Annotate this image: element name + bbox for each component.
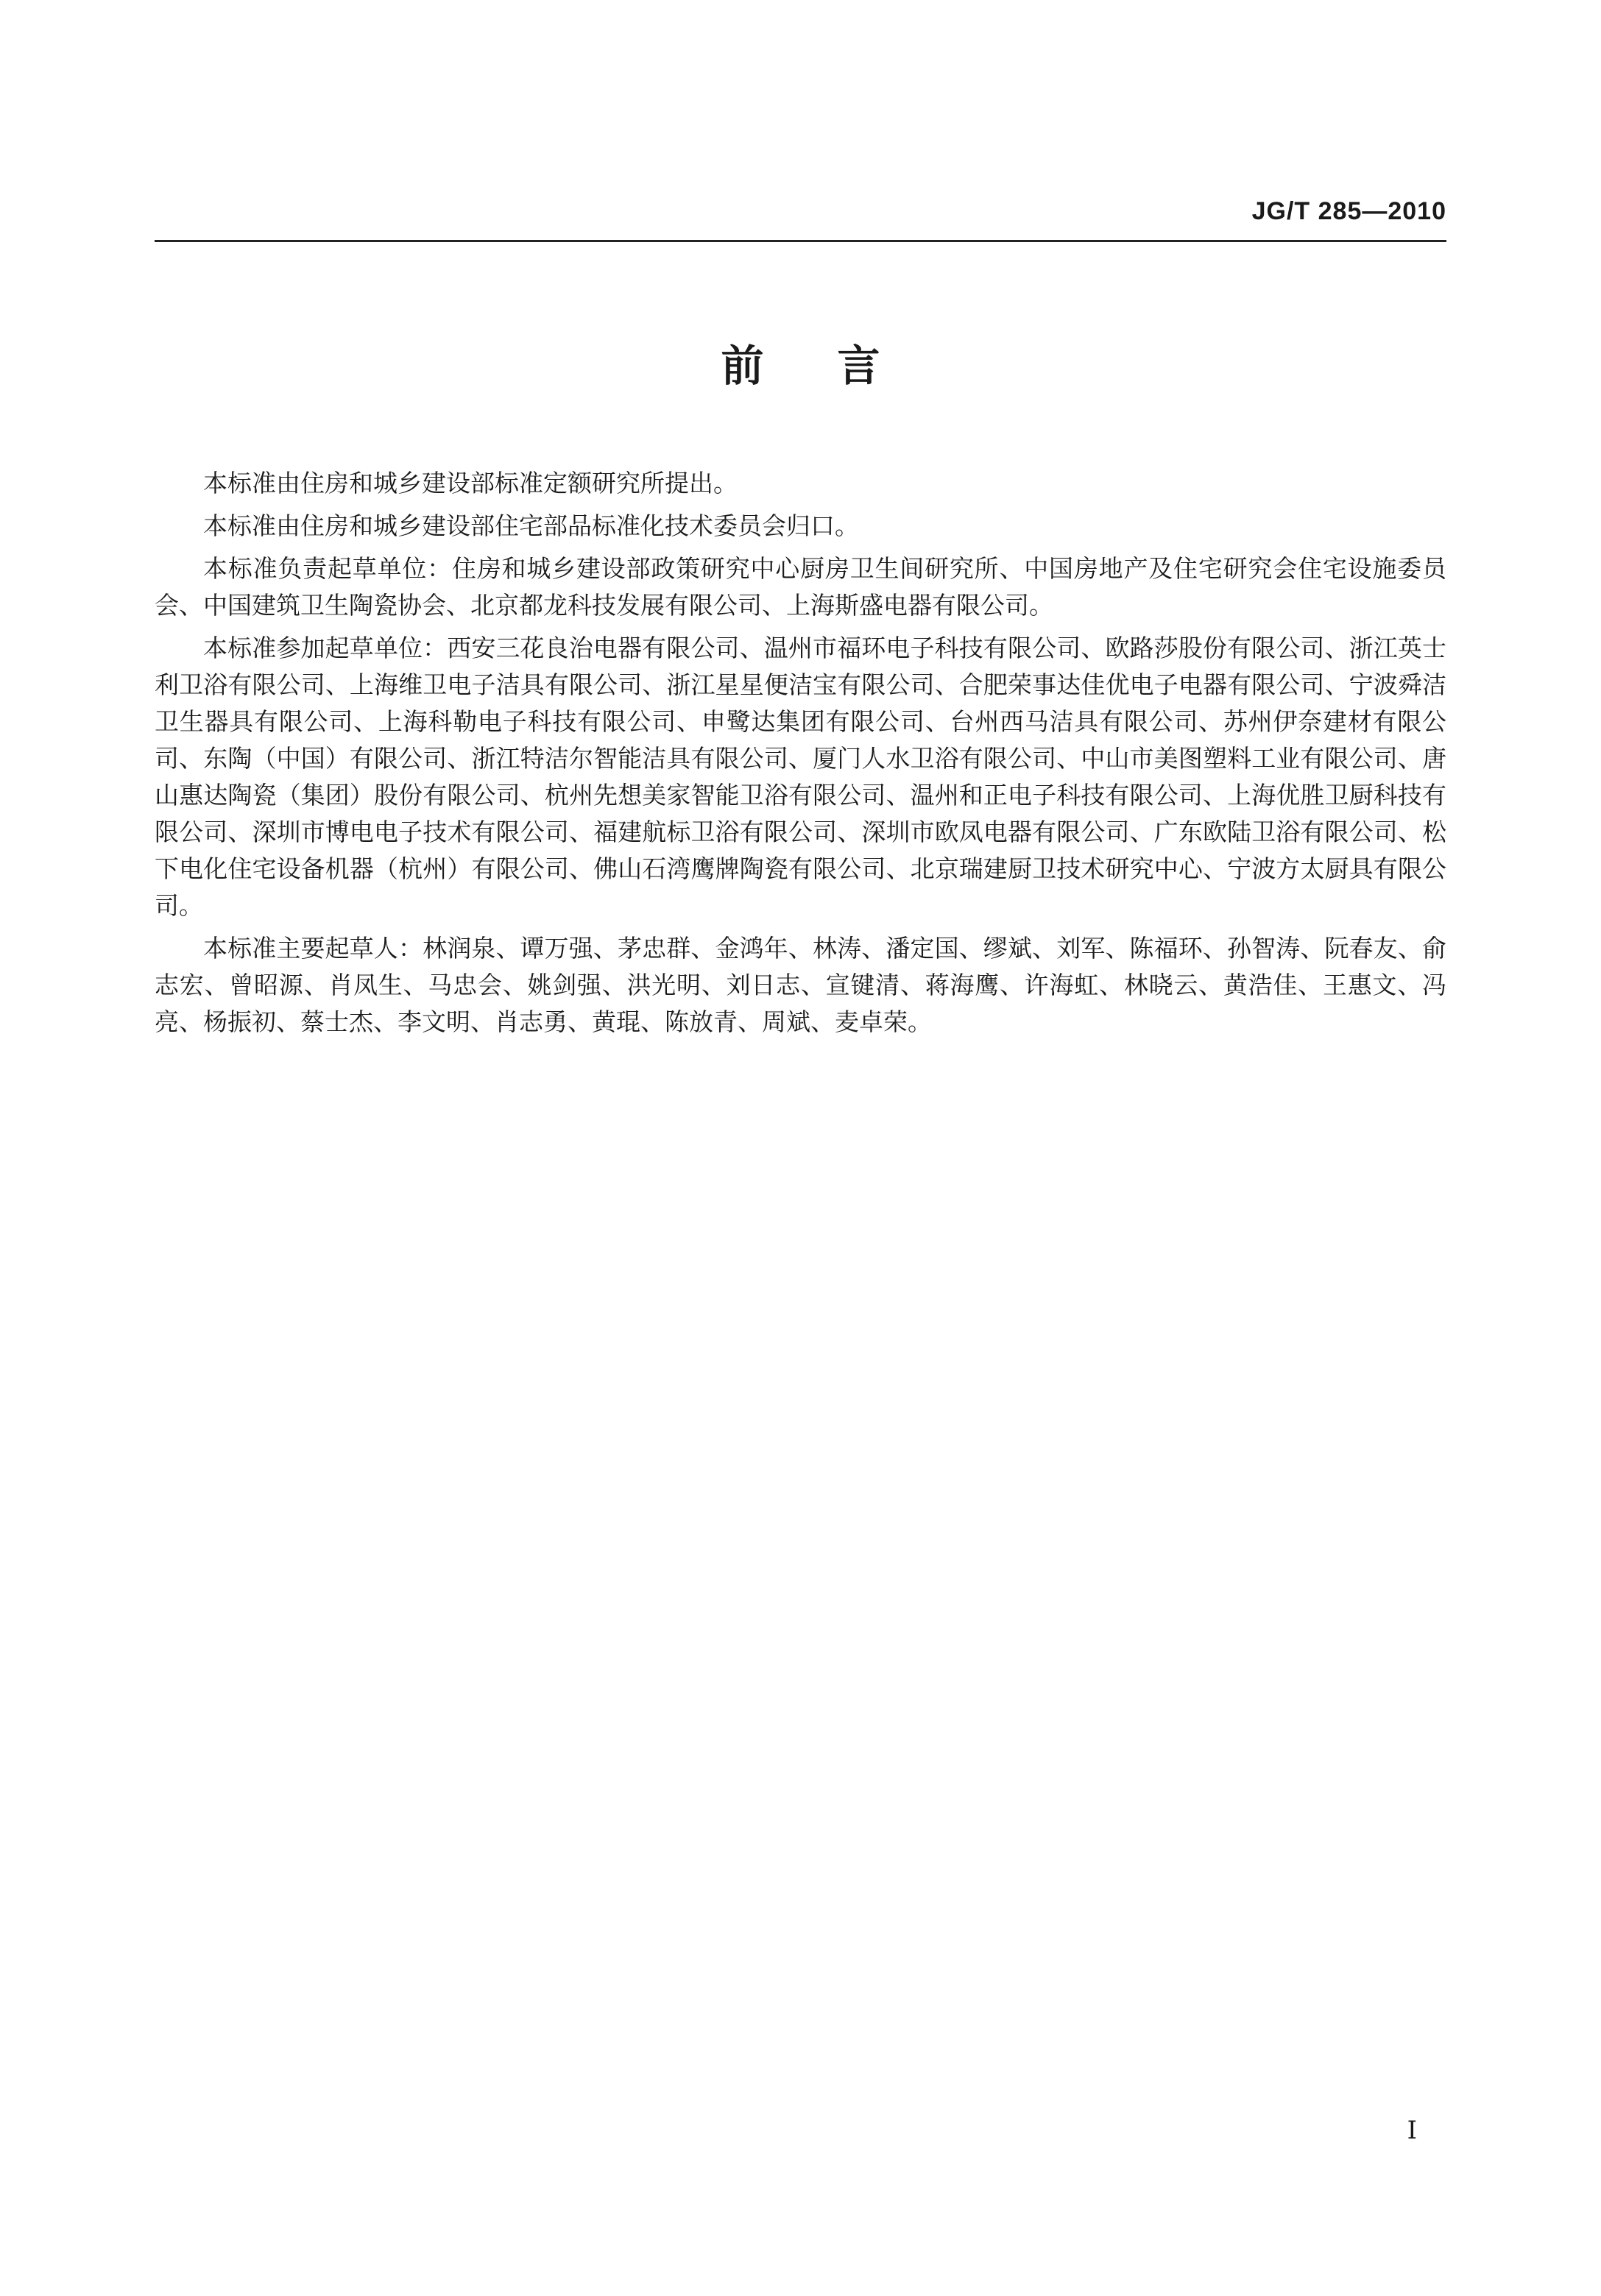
foreword-body — [155, 465, 1446, 1046]
document-code: JG/T 285—2010 — [1251, 197, 1446, 225]
paragraph-administrator: 本标准由住房和城乡建设部住宅部品标准化技术委员会归口。 — [203, 511, 859, 540]
paragraph-proposer: 本标准由住房和城乡建设部标准定额研究所提出。 — [203, 469, 738, 497]
page-number: I — [1407, 2116, 1417, 2145]
paragraph-lead-drafting-units: 本标准负责起草单位：住房和城乡建设部政策研究中心厨房卫生间研究所、中国房地产及住宅研究会住宅设施委员会、中国建筑卫生陶瓷协会、北京都龙科技发展有限公司、上海斯盛电器有限公司。 — [155, 554, 1446, 620]
header-rule — [155, 240, 1446, 242]
paragraph-main-drafters: 本标准主要起草人：林润泉、谭万强、茅忠群、金鸿年、林涛、潘定国、缪斌、刘军、陈福环、孙智涛、阮春友、俞志宏、曾昭源、肖凤生、马忠会、姚剑强、洪光明、刘日志、宣键清、蒋海鹰、许海虹、林晓云、黄浩佳、王惠文、冯亮、杨振初、蔡士杰、李文明、肖志勇、黄琨、陈放青、周斌、麦卓荣。 — [155, 934, 1446, 1036]
page-title: 前言 — [721, 341, 954, 391]
paragraph-participating-units: 本标准参加起草单位：西安三花良治电器有限公司、温州市福环电子科技有限公司、欧路莎股份有限公司、浙江英士利卫浴有限公司、上海维卫电子洁具有限公司、浙江星星便洁宝有限公司、合肥荣事达佳优电子电器有限公司、宁波舜洁卫生器具有限公司、上海科勒电子科技有限公司、申鹭达集团有限公司、台州西马洁具有限公司、苏州伊奈建材有限公司、东陶（中国）有限公司、浙江特洁尔智能洁具有限公司、厦门人水卫浴有限公司、中山市美图塑料工业有限公司、唐山惠达陶瓷（集团）股份有限公司、杭州先想美家智能卫浴有限公司、温州和正电子科技有限公司、上海优胜卫厨科技有限公司、深圳市博电电子技术有限公司、福建航标卫浴有限公司、深圳市欧凤电器有限公司、广东欧陆卫浴有限公司、松下电化住宅设备机器（杭州）有限公司、佛山石湾鹰牌陶瓷有限公司、北京瑞建厨卫技术研究中心、宁波方太厨具有限公司。 — [155, 634, 1446, 920]
